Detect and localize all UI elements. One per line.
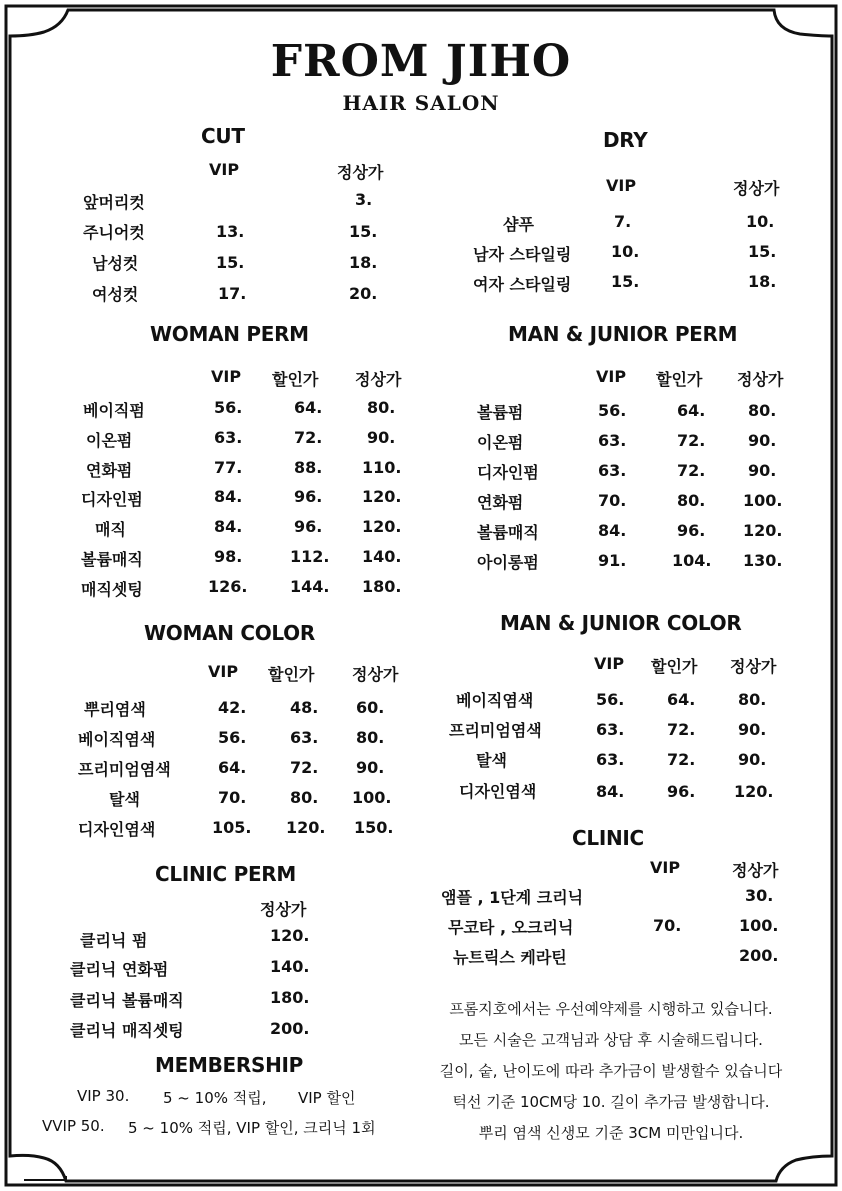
notice-line: 뿌리 염색 신생모 기준 3CM 미만입니다. bbox=[478, 1124, 744, 1142]
woman-color-row-price: 100. bbox=[352, 788, 392, 807]
woman-color-header-vip: VIP bbox=[208, 662, 239, 681]
clinic-perm-row-name: 클리닉 연화펌 bbox=[70, 960, 169, 979]
man-perm-row-sale: 96. bbox=[677, 521, 706, 540]
membership-title: MEMBERSHIP bbox=[155, 1053, 304, 1077]
man-color-row-name: 프리미엄염색 bbox=[449, 721, 542, 740]
clinic-perm-header-price: 정상가 bbox=[260, 900, 307, 919]
dry-title: DRY bbox=[603, 128, 648, 152]
dry-row-price: 18. bbox=[748, 272, 777, 291]
woman-perm-row-sale: 96. bbox=[294, 517, 323, 536]
woman-perm-row-vip: 56. bbox=[214, 398, 243, 417]
woman-color-row-vip: 64. bbox=[218, 758, 247, 777]
dry-row-vip: 10. bbox=[611, 242, 640, 261]
clinic-perm-row-name: 클리닉 펌 bbox=[80, 931, 148, 950]
clinic-row-name: 뉴트릭스 케라틴 bbox=[453, 948, 567, 967]
clinic-header-vip: VIP bbox=[650, 858, 681, 877]
man-perm-row-price: 90. bbox=[748, 431, 777, 450]
woman-color-row-price: 80. bbox=[356, 728, 385, 747]
dry-header-price: 정상가 bbox=[733, 179, 780, 198]
man-color-row-price: 120. bbox=[734, 782, 774, 801]
dry-row-name: 남자 스타일링 bbox=[473, 245, 572, 264]
woman-perm-header-sale: 할인가 bbox=[272, 370, 319, 389]
woman-perm-row-price: 80. bbox=[367, 398, 396, 417]
man-perm-row-vip: 63. bbox=[598, 431, 627, 450]
man-perm-row-name: 아이롱펌 bbox=[477, 553, 539, 572]
man-perm-row-name: 디자인펌 bbox=[477, 463, 539, 482]
man-perm-row-vip: 91. bbox=[598, 551, 627, 570]
man-color-row-vip: 63. bbox=[596, 750, 625, 769]
woman-color-row-sale: 72. bbox=[290, 758, 319, 777]
brand-subtitle: HAIR SALON bbox=[342, 91, 500, 115]
dry-header-vip: VIP bbox=[606, 176, 637, 195]
woman-color-title: WOMAN COLOR bbox=[144, 621, 315, 645]
clinic-perm-row-name: 클리닉 매직셋팅 bbox=[70, 1021, 184, 1040]
cut-header-vip: VIP bbox=[209, 160, 240, 179]
dry-row-name: 여자 스타일링 bbox=[473, 275, 572, 294]
woman-color-row-name: 탈색 bbox=[109, 790, 140, 809]
woman-color-row-price: 60. bbox=[356, 698, 385, 717]
cut-row-name: 앞머리컷 bbox=[83, 193, 145, 212]
woman-color-row-name: 뿌리염색 bbox=[84, 700, 146, 719]
woman-perm-header-price: 정상가 bbox=[355, 370, 402, 389]
man-color-row-sale: 72. bbox=[667, 720, 696, 739]
man-perm-row-price: 80. bbox=[748, 401, 777, 420]
woman-color-header-sale: 할인가 bbox=[268, 665, 315, 684]
woman-perm-row-name: 베이직펌 bbox=[83, 401, 145, 420]
cut-row-price: 20. bbox=[349, 284, 378, 303]
man-perm-row-price: 120. bbox=[743, 521, 783, 540]
clinic-row-price: 100. bbox=[739, 916, 779, 935]
man-perm-row-vip: 56. bbox=[598, 401, 627, 420]
man-perm-row-price: 90. bbox=[748, 461, 777, 480]
clinic-perm-title: CLINIC PERM bbox=[155, 862, 297, 886]
notice-line: 길이, 숱, 난이도에 따라 추가금이 발생할수 있습니다 bbox=[439, 1062, 783, 1080]
woman-perm-title: WOMAN PERM bbox=[150, 322, 309, 346]
woman-perm-row-price: 180. bbox=[362, 577, 402, 596]
man-color-row-name: 베이직염색 bbox=[456, 691, 534, 710]
brand-name: FROM JIHO bbox=[270, 36, 572, 87]
dry-row-name: 샴푸 bbox=[503, 215, 534, 234]
woman-perm-row-price: 110. bbox=[362, 458, 402, 477]
membership-tier-extra: VIP 할인 bbox=[298, 1089, 356, 1107]
clinic-row-price: 200. bbox=[739, 946, 779, 965]
woman-perm-row-name: 매직셋팅 bbox=[81, 580, 143, 599]
man-color-title: MAN & JUNIOR COLOR bbox=[500, 611, 742, 635]
man-perm-row-price: 100. bbox=[743, 491, 783, 510]
woman-color-row-sale: 63. bbox=[290, 728, 319, 747]
woman-perm-row-vip: 98. bbox=[214, 547, 243, 566]
dry-row-vip: 15. bbox=[611, 272, 640, 291]
woman-perm-header-vip: VIP bbox=[211, 367, 242, 386]
cut-row-vip: 13. bbox=[216, 222, 245, 241]
man-perm-row-name: 볼륨매직 bbox=[477, 523, 539, 542]
man-color-row-vip: 84. bbox=[596, 782, 625, 801]
man-color-row-sale: 96. bbox=[667, 782, 696, 801]
cut-row-vip: 17. bbox=[218, 284, 247, 303]
dry-row-price: 15. bbox=[748, 242, 777, 261]
clinic-title: CLINIC bbox=[572, 826, 644, 850]
man-color-row-sale: 72. bbox=[667, 750, 696, 769]
woman-perm-row-name: 볼륨매직 bbox=[81, 550, 143, 569]
man-perm-row-name: 연화펌 bbox=[477, 493, 524, 512]
cut-row-name: 남성컷 bbox=[92, 254, 139, 273]
man-color-row-name: 탈색 bbox=[476, 751, 507, 770]
man-perm-row-sale: 72. bbox=[677, 461, 706, 480]
woman-color-row-name: 베이직염색 bbox=[78, 730, 156, 749]
man-perm-row-price: 130. bbox=[743, 551, 783, 570]
notice-line: 모든 시술은 고객님과 상담 후 시술해드립니다. bbox=[459, 1031, 763, 1049]
dry-row-price: 10. bbox=[746, 212, 775, 231]
woman-perm-row-vip: 77. bbox=[214, 458, 243, 477]
woman-perm-row-vip: 84. bbox=[214, 487, 243, 506]
man-color-header-price: 정상가 bbox=[730, 657, 777, 676]
man-perm-row-sale: 104. bbox=[672, 551, 712, 570]
woman-color-header-price: 정상가 bbox=[352, 665, 399, 684]
clinic-perm-row-price: 180. bbox=[270, 988, 310, 1007]
woman-color-row-price: 150. bbox=[354, 818, 394, 837]
woman-color-row-vip: 56. bbox=[218, 728, 247, 747]
cut-row-name: 주니어컷 bbox=[83, 223, 145, 242]
woman-color-row-sale: 80. bbox=[290, 788, 319, 807]
woman-perm-row-name: 매직 bbox=[95, 520, 126, 539]
man-color-header-sale: 할인가 bbox=[651, 657, 698, 676]
cut-row-vip: 15. bbox=[216, 253, 245, 272]
woman-perm-row-vip: 126. bbox=[208, 577, 248, 596]
woman-color-row-price: 90. bbox=[356, 758, 385, 777]
woman-perm-row-sale: 88. bbox=[294, 458, 323, 477]
man-color-row-price: 90. bbox=[738, 750, 767, 769]
notice-line: 턱선 기준 10CM당 10. 길이 추가금 발생합니다. bbox=[452, 1093, 770, 1111]
man-perm-title: MAN & JUNIOR PERM bbox=[508, 322, 738, 346]
woman-perm-row-price: 140. bbox=[362, 547, 402, 566]
man-color-header-vip: VIP bbox=[594, 654, 625, 673]
man-color-row-name: 디자인염색 bbox=[459, 782, 537, 801]
woman-perm-row-name: 연화펌 bbox=[86, 461, 133, 480]
woman-color-row-sale: 48. bbox=[290, 698, 319, 717]
woman-perm-row-sale: 72. bbox=[294, 428, 323, 447]
man-color-row-sale: 64. bbox=[667, 690, 696, 709]
clinic-perm-row-name: 클리닉 볼륨매직 bbox=[70, 991, 184, 1010]
man-perm-row-vip: 63. bbox=[598, 461, 627, 480]
man-perm-row-vip: 84. bbox=[598, 521, 627, 540]
woman-color-row-name: 디자인염색 bbox=[78, 820, 156, 839]
woman-perm-row-price: 120. bbox=[362, 517, 402, 536]
cut-header-price: 정상가 bbox=[337, 163, 384, 182]
cut-row-price: 15. bbox=[349, 222, 378, 241]
man-color-row-vip: 56. bbox=[596, 690, 625, 709]
woman-perm-row-name: 디자인펌 bbox=[81, 490, 143, 509]
woman-perm-row-sale: 96. bbox=[294, 487, 323, 506]
clinic-perm-row-price: 140. bbox=[270, 957, 310, 976]
clinic-row-price: 30. bbox=[745, 886, 774, 905]
woman-color-row-vip: 105. bbox=[212, 818, 252, 837]
man-perm-header-price: 정상가 bbox=[737, 370, 784, 389]
woman-perm-row-vip: 63. bbox=[214, 428, 243, 447]
notice-line: 프롬지호에서는 우선예약제를 시행하고 있습니다. bbox=[449, 1000, 773, 1018]
woman-perm-row-name: 이온펌 bbox=[86, 431, 133, 450]
man-color-row-price: 80. bbox=[738, 690, 767, 709]
dry-row-vip: 7. bbox=[614, 212, 632, 231]
cut-row-price: 18. bbox=[349, 253, 378, 272]
cut-row-price: 3. bbox=[355, 190, 373, 209]
man-perm-row-sale: 72. bbox=[677, 431, 706, 450]
woman-perm-row-sale: 64. bbox=[294, 398, 323, 417]
man-perm-row-sale: 80. bbox=[677, 491, 706, 510]
woman-perm-row-price: 90. bbox=[367, 428, 396, 447]
woman-perm-row-sale: 112. bbox=[290, 547, 330, 566]
man-color-row-price: 90. bbox=[738, 720, 767, 739]
man-perm-header-sale: 할인가 bbox=[656, 370, 703, 389]
man-perm-row-name: 볼륨펌 bbox=[477, 403, 524, 422]
clinic-row-name: 무코타 , 오크리닉 bbox=[448, 918, 574, 937]
clinic-row-vip: 70. bbox=[653, 916, 682, 935]
clinic-header-price: 정상가 bbox=[732, 861, 779, 880]
woman-perm-row-sale: 144. bbox=[290, 577, 330, 596]
man-perm-row-vip: 70. bbox=[598, 491, 627, 510]
membership-tier-name: VVIP 50. bbox=[42, 1117, 105, 1135]
man-color-row-vip: 63. bbox=[596, 720, 625, 739]
man-perm-row-sale: 64. bbox=[677, 401, 706, 420]
woman-perm-row-price: 120. bbox=[362, 487, 402, 506]
woman-color-row-vip: 42. bbox=[218, 698, 247, 717]
membership-tier-benefit: 5 ~ 10% 적립, bbox=[163, 1089, 267, 1107]
membership-tier-name: VIP 30. bbox=[77, 1087, 130, 1105]
woman-color-row-name: 프리미엄염색 bbox=[78, 760, 171, 779]
woman-color-row-sale: 120. bbox=[286, 818, 326, 837]
cut-row-name: 여성컷 bbox=[92, 285, 139, 304]
membership-tier-benefit: 5 ~ 10% 적립, VIP 할인, 크리닉 1회 bbox=[128, 1119, 376, 1137]
woman-perm-row-vip: 84. bbox=[214, 517, 243, 536]
woman-color-row-vip: 70. bbox=[218, 788, 247, 807]
man-perm-header-vip: VIP bbox=[596, 367, 627, 386]
cut-title: CUT bbox=[201, 124, 245, 148]
clinic-perm-row-price: 200. bbox=[270, 1019, 310, 1038]
clinic-row-name: 앰플 , 1단계 크리닉 bbox=[441, 888, 584, 907]
man-perm-row-name: 이온펌 bbox=[477, 433, 524, 452]
clinic-perm-row-price: 120. bbox=[270, 926, 310, 945]
